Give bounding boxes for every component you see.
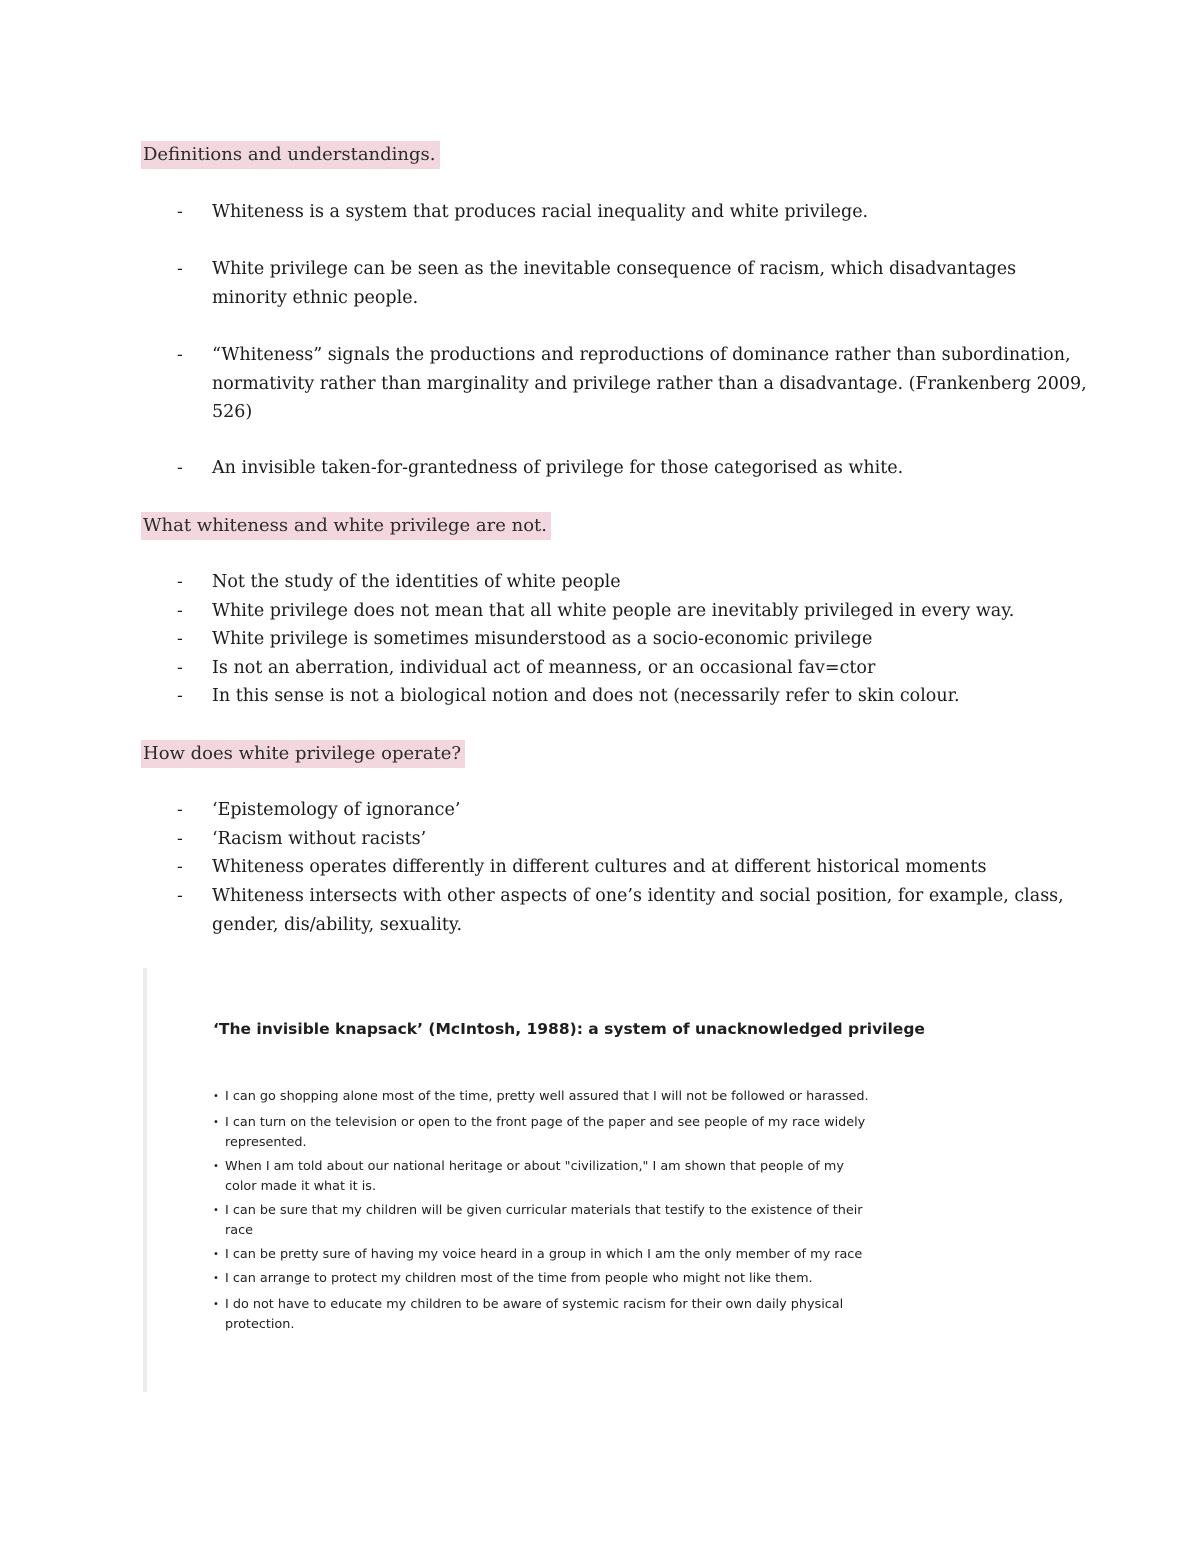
section-heading-operate: How does white privilege operate? xyxy=(141,740,465,768)
list-item-text: ‘Racism without racists’ xyxy=(212,829,427,849)
dash-bullet: - xyxy=(177,829,183,849)
list-item-text: normativity rather than marginality and privilege rather than a disadvantage. (Frankenberg 2009, xyxy=(212,373,1087,394)
slide-bullet-text: protection. xyxy=(225,1316,295,1332)
dash-bullet: - xyxy=(177,886,183,906)
list-item-text: In this sense is not a biological notion and does not (necessarily refer to skin colour. xyxy=(212,686,960,706)
list-item-text: White privilege can be seen as the inevitable consequence of racism, which disadvantages xyxy=(212,259,1017,279)
dash-bullet: - xyxy=(177,686,183,706)
slide-bullet-text: color made it what it is. xyxy=(225,1178,377,1194)
bullet-dot: • xyxy=(213,1249,219,1260)
slide-bullet-text: I can be sure that my children will be given curricular materials that testify to the existence of their xyxy=(225,1203,863,1218)
list-item-text: Is not an aberration, individual act of meanness, or an occasional fav=ctor xyxy=(212,658,876,678)
dash-bullet: - xyxy=(177,601,183,621)
embedded-slide-image xyxy=(143,968,925,1392)
slide-bullet-text: race xyxy=(225,1222,254,1238)
list-item-text: gender, dis/ability, sexuality. xyxy=(212,914,463,935)
slide-bullet-text: I can turn on the television or open to the front page of the paper and see people of my race widely xyxy=(225,1115,866,1130)
slide-title: ‘The invisible knapsack’ (McIntosh, 1988): a system of unacknowledged privilege xyxy=(213,1020,925,1038)
bullet-dot: • xyxy=(213,1161,219,1172)
list-item-text: ‘Epistemology of ignorance’ xyxy=(212,800,461,820)
dash-bullet: - xyxy=(177,857,183,877)
list-item-text: An invisible taken-for-grantedness of privilege for those categorised as white. xyxy=(212,458,904,478)
dash-bullet: - xyxy=(177,800,183,820)
dash-bullet: - xyxy=(177,202,183,222)
bullet-dot: • xyxy=(213,1299,219,1310)
slide-bullet-text: I do not have to educate my children to be aware of systemic racism for their own daily physical xyxy=(225,1297,844,1312)
section-heading-not: What whiteness and white privilege are not. xyxy=(141,512,551,540)
list-item-text: “Whiteness” signals the productions and reproductions of dominance rather than subordination, xyxy=(212,345,1071,365)
list-item-text: White privilege is sometimes misunderstood as a socio-economic privilege xyxy=(212,629,873,649)
bullet-dot: • xyxy=(213,1273,219,1284)
dash-bullet: - xyxy=(177,345,183,365)
section-heading-definitions: Definitions and understandings. xyxy=(141,141,440,169)
dash-bullet: - xyxy=(177,658,183,678)
list-item-text: Whiteness intersects with other aspects of one’s identity and social position, for example, class, xyxy=(212,886,1064,906)
list-item-text: White privilege does not mean that all white people are inevitably privileged in every way. xyxy=(212,601,1015,621)
list-item-text: Whiteness operates differently in different cultures and at different historical moments xyxy=(212,857,987,877)
list-item-text: minority ethnic people. xyxy=(212,287,419,308)
dash-bullet: - xyxy=(177,572,183,592)
slide-bullet-text: I can go shopping alone most of the time, pretty well assured that I will not be followed or harassed. xyxy=(225,1089,869,1104)
list-item-text: Whiteness is a system that produces racial inequality and white privilege. xyxy=(212,202,869,222)
dash-bullet: - xyxy=(177,259,183,279)
bullet-dot: • xyxy=(213,1117,219,1128)
list-item-text: Not the study of the identities of white people xyxy=(212,572,621,592)
slide-bullet-text: represented. xyxy=(225,1134,307,1150)
dash-bullet: - xyxy=(177,458,183,478)
bullet-dot: • xyxy=(213,1091,219,1102)
slide-bullet-text: I can arrange to protect my children most of the time from people who might not like them. xyxy=(225,1271,813,1286)
bullet-dot: • xyxy=(213,1205,219,1216)
slide-bullet-text: When I am told about our national heritage or about "civilization," I am shown that people of my xyxy=(225,1159,844,1174)
dash-bullet: - xyxy=(177,629,183,649)
list-item-text: 526) xyxy=(212,402,253,422)
slide-bullet-text: I can be pretty sure of having my voice heard in a group in which I am the only member of my race xyxy=(225,1247,863,1262)
